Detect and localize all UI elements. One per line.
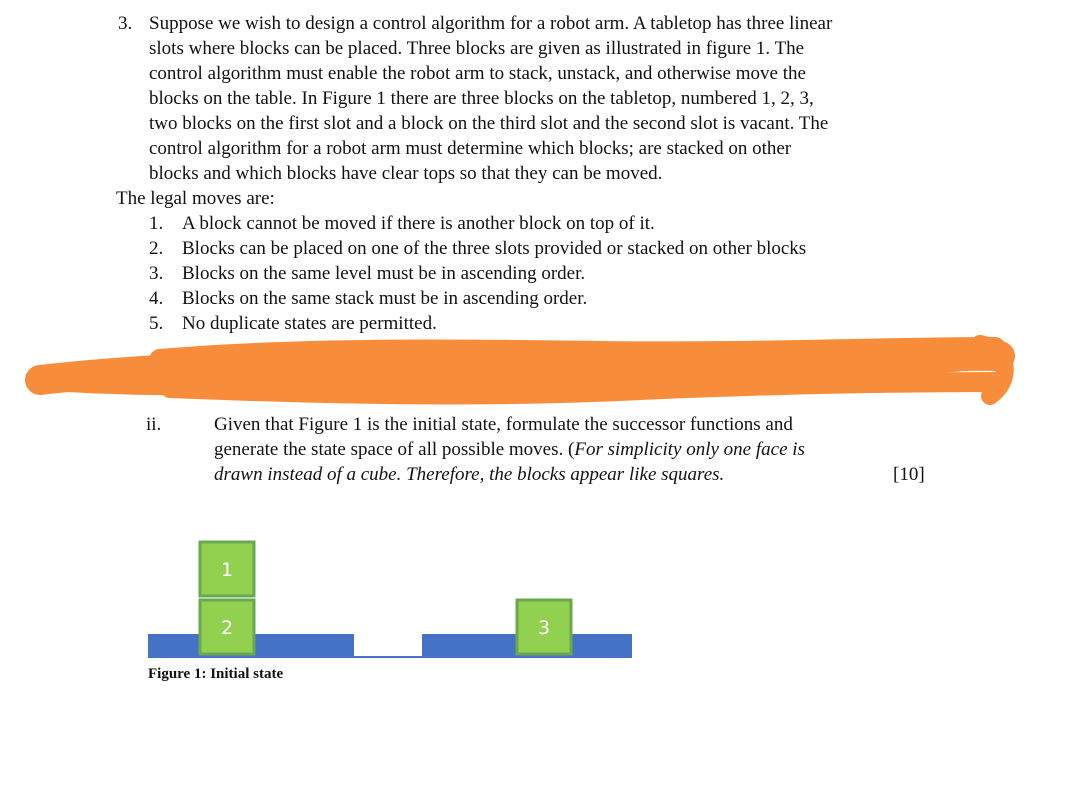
rule-number: 3.	[149, 263, 164, 284]
question-line: blocks on the table. In Figure 1 there are three blocks on the tabletop, numbered 1, 2, 3,	[149, 88, 814, 109]
subquestion-italic: For simplicity only one face is	[574, 439, 805, 460]
rule-number: 5.	[149, 313, 164, 334]
marks-label: [10]	[893, 464, 925, 485]
subquestion-line	[214, 437, 914, 462]
figure-initial-state	[140, 535, 640, 665]
subquestion-italic: drawn instead of a cube. Therefore, the blocks appear like squares.	[214, 464, 725, 485]
question-line: control algorithm must enable the robot arm to stack, unstack, and otherwise move the	[149, 63, 806, 84]
figure-caption: Figure 1: Initial state	[148, 666, 284, 682]
rule-text: Blocks can be placed on one of the three slots provided or stacked on other blocks	[182, 238, 807, 259]
rule-number: 1.	[149, 213, 164, 234]
subquestion-plain: generate the state space of all possible moves. (	[214, 439, 575, 460]
question-line: control algorithm for a robot arm must determine which blocks; are stacked on other	[149, 138, 792, 159]
block-2	[200, 600, 254, 654]
scribble-stroke	[170, 382, 1000, 394]
rule-text: A block cannot be moved if there is another block on top of it.	[182, 213, 655, 234]
question-number: 3.	[118, 13, 133, 34]
block-3	[517, 600, 571, 654]
question-line: blocks and which blocks have clear tops so that they can be moved.	[149, 163, 663, 184]
rule-number: 4.	[149, 288, 164, 309]
block-1	[200, 542, 254, 596]
redaction-scribble	[0, 320, 1065, 420]
rule-text: No duplicate states are permitted.	[182, 313, 437, 334]
question-paragraph	[149, 11, 949, 186]
scribble-stroke	[160, 348, 995, 360]
subquestion-text	[214, 412, 914, 487]
table-gap	[354, 656, 422, 658]
block-label: 1	[220, 559, 234, 581]
subquestion-number: ii.	[146, 414, 162, 435]
rule-text: Blocks on the same level must be in ascending order.	[182, 263, 586, 284]
subquestion-line: Given that Figure 1 is the initial state, formulate the successor functions and	[214, 414, 793, 435]
subquestion-line	[214, 462, 914, 487]
rule-text: Blocks on the same stack must be in ascending order.	[182, 288, 588, 309]
question-line: Suppose we wish to design a control algorithm for a robot arm. A tabletop has three linear	[149, 13, 833, 34]
rule-number: 2.	[149, 238, 164, 259]
question-line: slots where blocks can be placed. Three blocks are given as illustrated in figure 1. The	[149, 38, 805, 59]
question-line: two blocks on the first slot and a block on the third slot and the second slot is vacant. The	[149, 113, 829, 134]
block-label: 3	[537, 617, 551, 639]
block-label: 2	[220, 617, 234, 639]
legal-moves-heading: The legal moves are:	[116, 188, 275, 209]
